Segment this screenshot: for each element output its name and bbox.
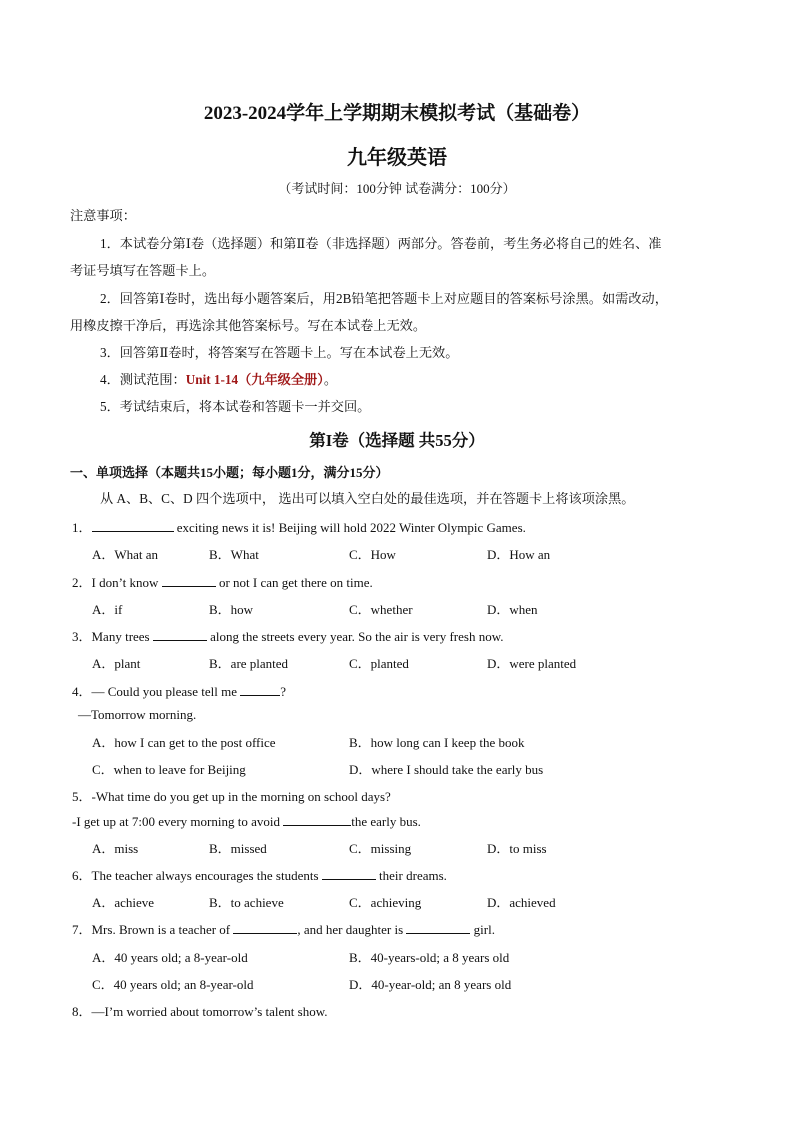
option-b: B．how long can I keep the book (349, 735, 525, 750)
option-c: C．achieving (349, 895, 422, 910)
option-c: C．How (349, 547, 396, 562)
exam-info: （考试时间：100分钟 试卷满分：100分） (278, 181, 516, 196)
question-1 (72, 517, 526, 536)
answer-blank (92, 519, 174, 532)
option-b: B．how (209, 602, 254, 617)
question-text: their dreams. (375, 868, 447, 883)
option-a: A．40 years old; a 8-year-old (92, 950, 248, 965)
note-item-3: 3．回答第Ⅱ卷时，将答案写在答题卡上。写在本试卷上无效。 (100, 345, 459, 360)
option-b: B．40-years-old; a 8 years old (349, 950, 510, 965)
question-5: 5．-What time do you get up in the morning on school days? (72, 789, 391, 804)
answer-blank (233, 921, 297, 934)
answer-blank (322, 867, 376, 880)
question-text: along the streets every year. So the air is very fresh now. (206, 629, 504, 644)
note-item-1-line-1: 1．本试卷分第Ⅰ卷（选择题）和第Ⅱ卷（非选择题）两部分。答卷前，考生务必将自己的姓名、准 (100, 236, 662, 251)
note-item-4-suffix: 。 (323, 372, 338, 387)
option-d: D．40-year-old; an 8 years old (349, 977, 512, 992)
answer-blank (240, 683, 280, 696)
page-subtitle: 九年级英语 (347, 147, 447, 169)
page-title: 2023-2024学年上学期期末模拟考试（基础卷） (203, 103, 591, 124)
option-d: D．when (487, 602, 538, 617)
note-item-1-line-2: 考证号填写在答题卡上。 (70, 263, 216, 278)
test-scope-highlight: Unit 1-14（九年级全册） (185, 372, 324, 387)
answer-blank (153, 628, 207, 641)
part-title: 一、单项选择（本题共15小题；每小题1分，满分15分） (70, 465, 389, 480)
question-text: 3．Many trees (72, 629, 153, 644)
question-number: 1． (72, 520, 92, 535)
option-a: A．how I can get to the post office (92, 735, 276, 750)
option-b: B．are planted (209, 656, 289, 671)
answer-blank (283, 813, 351, 826)
option-a: A．if (92, 602, 123, 617)
question-7 (72, 919, 495, 938)
note-item-2-line-2: 用橡皮擦干净后，再选涂其他答案标号。写在本试卷上无效。 (70, 318, 427, 333)
option-b: B．What (209, 547, 259, 562)
note-item-4 (100, 371, 337, 389)
question-3 (72, 626, 504, 645)
question-text: 7．Mrs. Brown is a teacher of (72, 922, 234, 937)
option-d: D．achieved (487, 895, 556, 910)
option-c: C．whether (349, 602, 413, 617)
option-a: A．plant (92, 656, 141, 671)
notes-heading: 注意事项： (70, 208, 136, 223)
question-text: ? (280, 684, 287, 699)
option-c: C．40 years old; an 8-year-old (92, 977, 254, 992)
question-text: 6．The teacher always encourages the students (72, 868, 322, 883)
part-instruction: 从 A、B、C、D 四个选项中， 选出可以填入空白处的最佳选项，并在答题卡上将该项涂黑。 (100, 491, 635, 506)
option-b: B．to achieve (209, 895, 284, 910)
option-c: C．when to leave for Beijing (92, 762, 246, 777)
question-8: 8．—I’m worried about tomorrow’s talent show. (72, 1004, 328, 1019)
question-text: 4．— Could you please tell me (72, 684, 241, 699)
option-b: B．missed (209, 841, 267, 856)
question-text: 2．I don’t know (72, 575, 162, 590)
option-c: C．planted (349, 656, 409, 671)
question-text: exciting news it is! Beijing will hold 2022 Winter Olympic Games. (173, 520, 526, 535)
option-a: A．miss (92, 841, 139, 856)
question-text: -I get up at 7:00 every morning to avoid (72, 814, 284, 829)
question-text: the early bus. (351, 814, 421, 829)
note-item-5: 5．考试结束后，将本试卷和答题卡一并交回。 (100, 399, 371, 414)
option-a: A．achieve (92, 895, 155, 910)
question-text: or not I can get there on time. (215, 575, 373, 590)
question-5-response (72, 813, 421, 830)
option-a: A．What an (92, 547, 159, 562)
option-d: D．were planted (487, 656, 577, 671)
note-item-4-prefix: 4．测试范围： (100, 372, 186, 387)
question-2 (72, 572, 373, 591)
option-d: D．where I should take the early bus (349, 762, 544, 777)
answer-blank (406, 921, 470, 934)
question-6 (72, 865, 447, 884)
question-text: , and her daughter is (297, 922, 407, 937)
question-4-response: —Tomorrow morning. (78, 707, 197, 722)
option-d: D．How an (487, 547, 551, 562)
question-text: girl. (470, 922, 495, 937)
option-c: C．missing (349, 841, 412, 856)
answer-blank (162, 574, 216, 587)
section-title: 第I卷（选择题 共55分） (309, 431, 485, 450)
option-d: D．to miss (487, 841, 547, 856)
note-item-2-line-1: 2．回答第Ⅰ卷时，选出每小题答案后，用2B铅笔把答题卡上对应题目的答案标号涂黑。如需改动， (100, 291, 668, 306)
question-4 (72, 681, 286, 700)
